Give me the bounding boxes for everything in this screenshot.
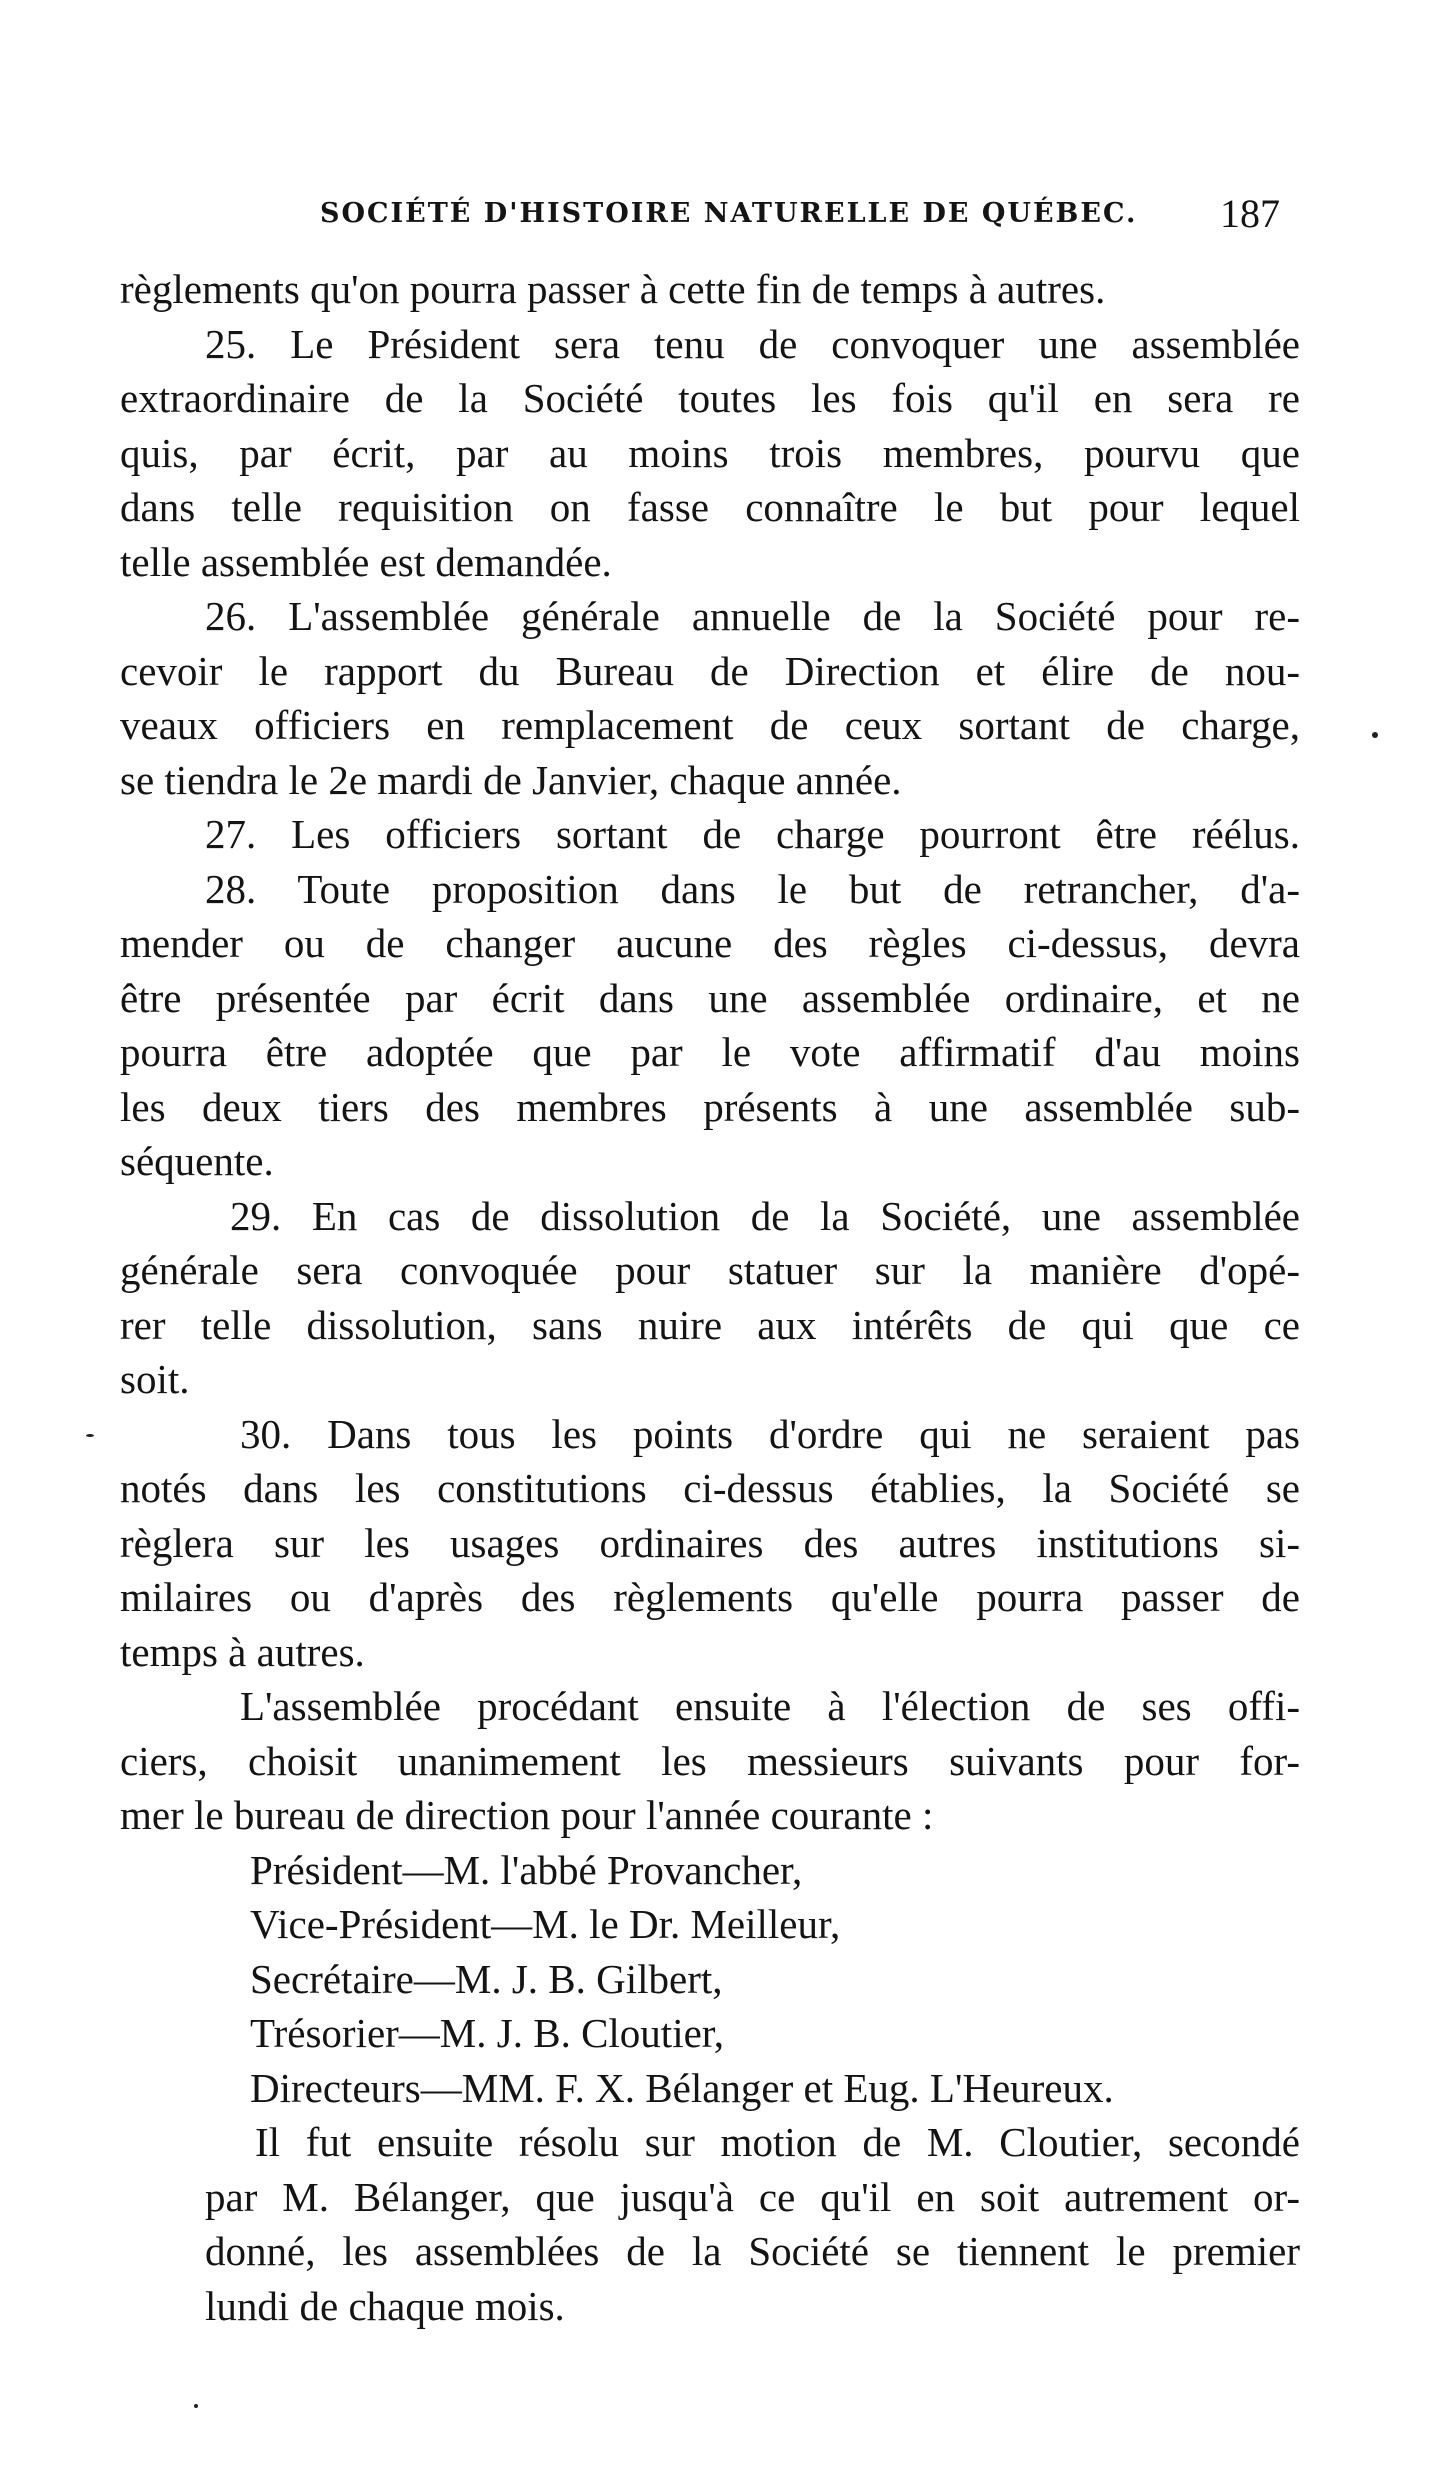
text-line: mer le bureau de direction pour l'année courante :: [120, 1792, 934, 1838]
text-line: dans telle requisition on fasse connaître le but pour lequel: [120, 484, 1300, 530]
officer-treasurer: Trésorier—M. J. B. Cloutier,: [250, 2010, 725, 2056]
text-line: règlera sur les usages ordinaires des autres institutions si-: [120, 1519, 1300, 1566]
text-line: générale sera convoquée pour statuer sur la manière d'opé-: [120, 1247, 1300, 1293]
text-line: veaux officiers en remplacement de ceux sortant de charge,: [120, 702, 1300, 748]
officer-vice-president: Vice-Président—M. le Dr. Meilleur,: [250, 1901, 841, 1947]
article-28-line: 28. Toute proposition dans le but de retrancher, d'a-: [205, 865, 1300, 912]
text-line: rer telle dissolution, sans nuire aux intérêts de qui que ce: [120, 1301, 1300, 1348]
article-25-line: 25. Le Président sera tenu de convoquer une assemblée: [205, 320, 1300, 367]
text-line: se tiendra le 2e mardi de Janvier, chaque année.: [120, 756, 902, 803]
text-line: soit.: [120, 1356, 190, 1402]
text-line: les deux tiers des membres présents à une assemblée sub-: [120, 1083, 1300, 1130]
text-line: règlements qu'on pourra passer à cette fin de temps à autres.: [120, 266, 1106, 312]
officer-secretary: Secrétaire—M. J. B. Gilbert,: [250, 1955, 723, 2002]
print-speck: [86, 1434, 94, 1437]
text-line: par M. Bélanger, que jusqu'à ce qu'il en soit autrement or-: [205, 2173, 1300, 2220]
officer-president: Président—M. l'abbé Provancher,: [250, 1846, 803, 1893]
page-header: [320, 190, 1280, 240]
body-text: [120, 262, 1300, 2333]
text-line: temps à autres.: [120, 1628, 365, 1675]
text-line: telle assemblée est demandée.: [120, 538, 612, 585]
article-30-line: 30. Dans tous les points d'ordre qui ne seraient pas: [240, 1410, 1300, 1457]
text-line: séquente.: [120, 1138, 274, 1184]
text-line: être présentée par écrit dans une assemblée ordinaire, et ne: [120, 974, 1300, 1021]
text-line: cevoir le rapport du Bureau de Direction et élire de nou-: [120, 647, 1300, 694]
election-paragraph-line: L'assemblée procédant ensuite à l'élection de ses offi-: [240, 1683, 1300, 1729]
article-26-line: 26. L'assemblée générale annuelle de la Société pour re-: [205, 593, 1300, 639]
page-number: 187: [1220, 191, 1280, 236]
text-line: extraordinaire de la Société toutes les fois qu'il en sera re: [120, 375, 1300, 421]
running-head: SOCIÉTÉ D'HISTOIRE NATURELLE DE QUÉBEC.: [320, 198, 1138, 229]
article-29-line: 29. En cas de dissolution de la Société, une assemblée: [230, 1192, 1300, 1239]
text-line: notés dans les constitutions ci-dessus établies, la Société se: [120, 1465, 1300, 1511]
text-line: lundi de chaque mois.: [205, 2282, 565, 2329]
text-line: donné, les assemblées de la Société se tiennent le premier: [205, 2228, 1300, 2274]
print-speck: [194, 2404, 198, 2408]
print-speck: [1372, 732, 1378, 738]
text-line: milaires ou d'après des règlements qu'elle pourra passer de: [120, 1574, 1300, 1620]
officer-directors: Directeurs—MM. F. X. Bélanger et Eug. L'Heureux.: [250, 2064, 1114, 2111]
text-line: ciers, choisit unanimement les messieurs suivants pour for-: [120, 1737, 1300, 1784]
article-27-line: 27. Les officiers sortant de charge pourront être réélus.: [205, 811, 1300, 857]
text-line: mender ou de changer aucune des règles ci-dessus, devra: [120, 920, 1300, 966]
text-line: pourra être adoptée que par le vote affirmatif d'au moins: [120, 1029, 1300, 1075]
resolution-paragraph-line: Il fut ensuite résolu sur motion de M. Cloutier, secondé: [255, 2119, 1300, 2165]
text-line: quis, par écrit, par au moins trois membres, pourvu que: [120, 429, 1300, 476]
